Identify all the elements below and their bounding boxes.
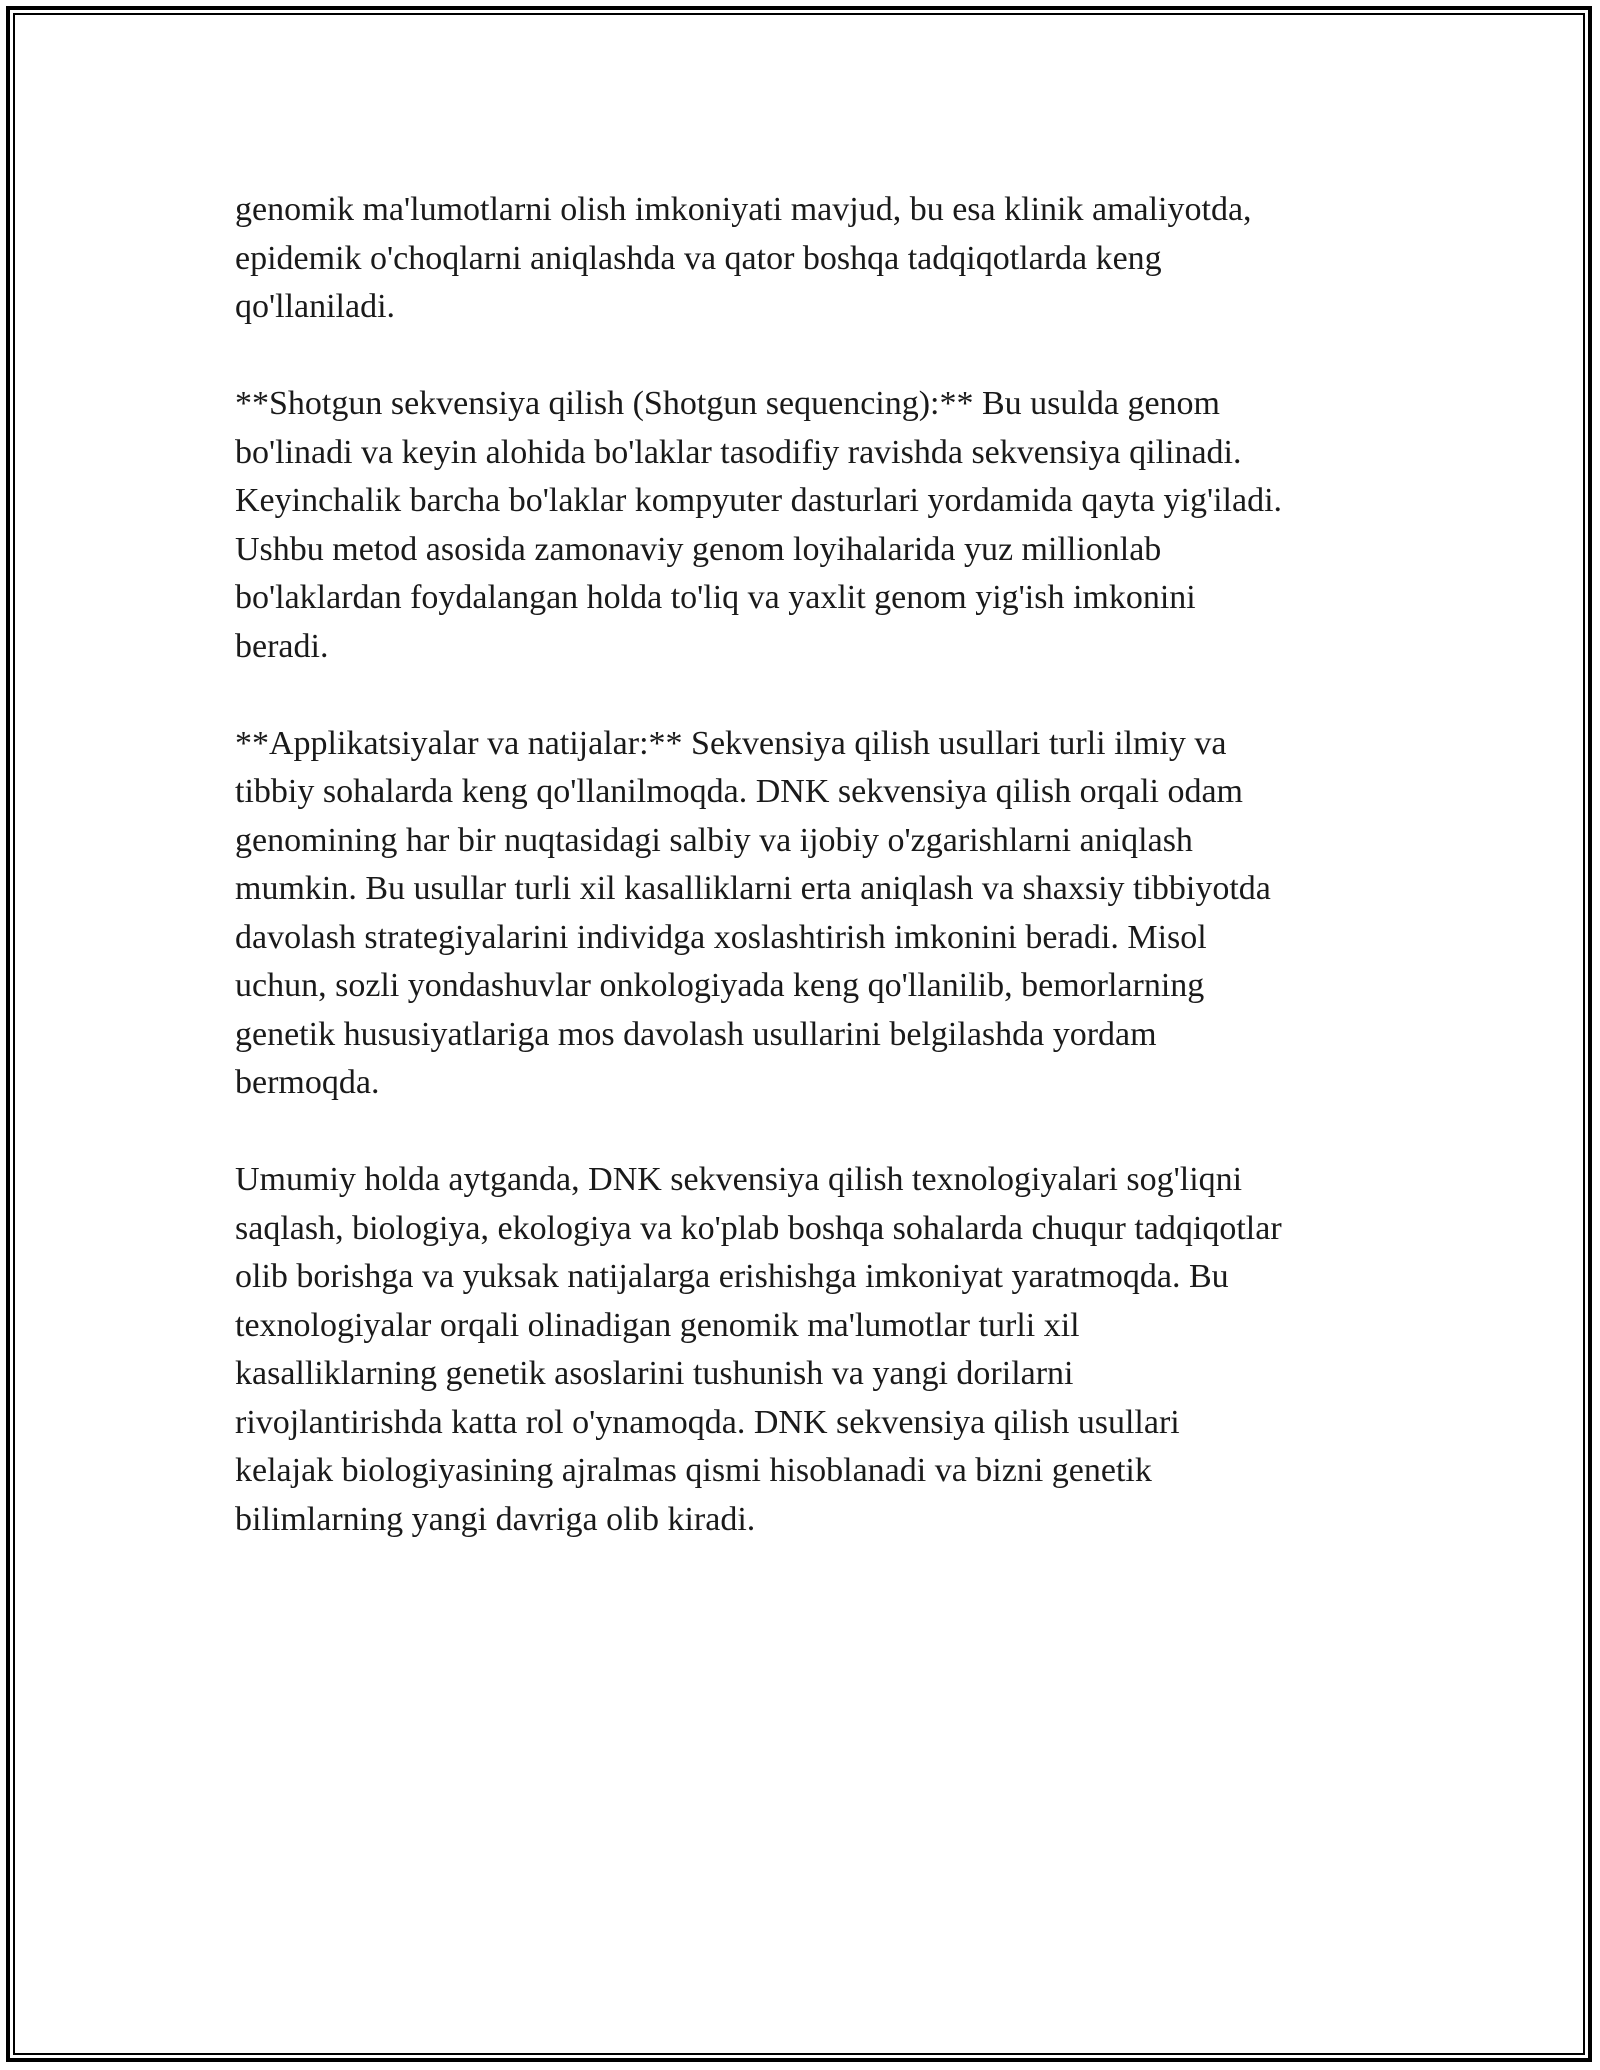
document-body: [235, 186, 1385, 1593]
text-line: beradi.: [235, 627, 329, 665]
paragraph-genomic-data: [235, 186, 1385, 332]
text-line: davolash strategiyalarini individga xoslashtirish imkonini beradi. Misol: [235, 918, 1207, 956]
text-line: Ushbu metod asosida zamonaviy genom loyihalarida yuz millionlab: [235, 530, 1162, 568]
text-line: rivojlantirishda katta rol o'ynamoqda. DNK sekvensiya qilish usullari: [235, 1403, 1180, 1441]
text-line: tibbiy sohalarda keng qo'llanilmoqda. DNK sekvensiya qilish orqali odam: [235, 773, 1243, 810]
text-line: olib borishga va yuksak natijalarga erishishga imkoniyat yaratmoqda. Bu: [235, 1258, 1229, 1295]
text-line: Keyinchalik barcha bo'laklar kompyuter dasturlari yordamida qayta yig'iladi.: [235, 482, 1283, 519]
text-line: genomik ma'lumotlarni olish imkoniyati mavjud, bu esa klinik amaliyotda,: [235, 191, 1252, 228]
paragraph-applications: [235, 720, 1385, 1108]
text-line: kelajak biologiyasining ajralmas qismi hisoblanadi va bizni genetik: [235, 1452, 1152, 1489]
text-line: kasalliklarning genetik asoslarini tushunish va yangi dorilarni: [235, 1355, 1074, 1392]
text-line: bermoqda.: [235, 1064, 380, 1101]
text-line: saqlash, biologiya, ekologiya va ko'plab boshqa sohalarda chuqur tadqiqotlar: [235, 1209, 1282, 1247]
text-line: bo'laklardan foydalangan holda to'liq va yaxlit genom yig'ish imkonini: [235, 579, 1196, 616]
text-line: **Applikatsiyalar va natijalar:** Sekvensiya qilish usullari turli ilmiy va: [235, 724, 1227, 762]
text-line: bo'linadi va keyin alohida bo'laklar tasodifiy ravishda sekvensiya qilinadi.: [235, 433, 1242, 471]
paragraph-conclusion: [235, 1156, 1385, 1544]
paragraph-shotgun-sequencing: [235, 380, 1385, 671]
text-line: Umumiy holda aytganda, DNK sekvensiya qilish texnologiyalari sog'liqni: [235, 1161, 1243, 1198]
text-line: epidemik o'choqlarni aniqlashda va qator boshqa tadqiqotlarda keng: [235, 239, 1162, 277]
text-line: mumkin. Bu usullar turli xil kasalliklarni erta aniqlash va shaxsiy tibbiyotda: [235, 870, 1271, 907]
text-line: uchun, sozli yondashuvlar onkologiyada keng qo'llanilib, bemorlarning: [235, 967, 1205, 1004]
text-line: **Shotgun sekvensiya qilish (Shotgun sequencing):** Bu usulda genom: [235, 385, 1220, 422]
text-line: genetik hususiyatlariga mos davolash usullarini belgilashda yordam: [235, 1015, 1157, 1053]
text-line: qo'llaniladi.: [235, 288, 396, 325]
text-line: texnologiyalar orqali olinadigan genomik ma'lumotlar turli xil: [235, 1306, 1080, 1344]
text-line: genomining har bir nuqtasidagi salbiy va ijobiy o'zgarishlarni aniqlash: [235, 821, 1193, 859]
text-line: bilimlarning yangi davriga olib kiradi.: [235, 1500, 756, 1538]
